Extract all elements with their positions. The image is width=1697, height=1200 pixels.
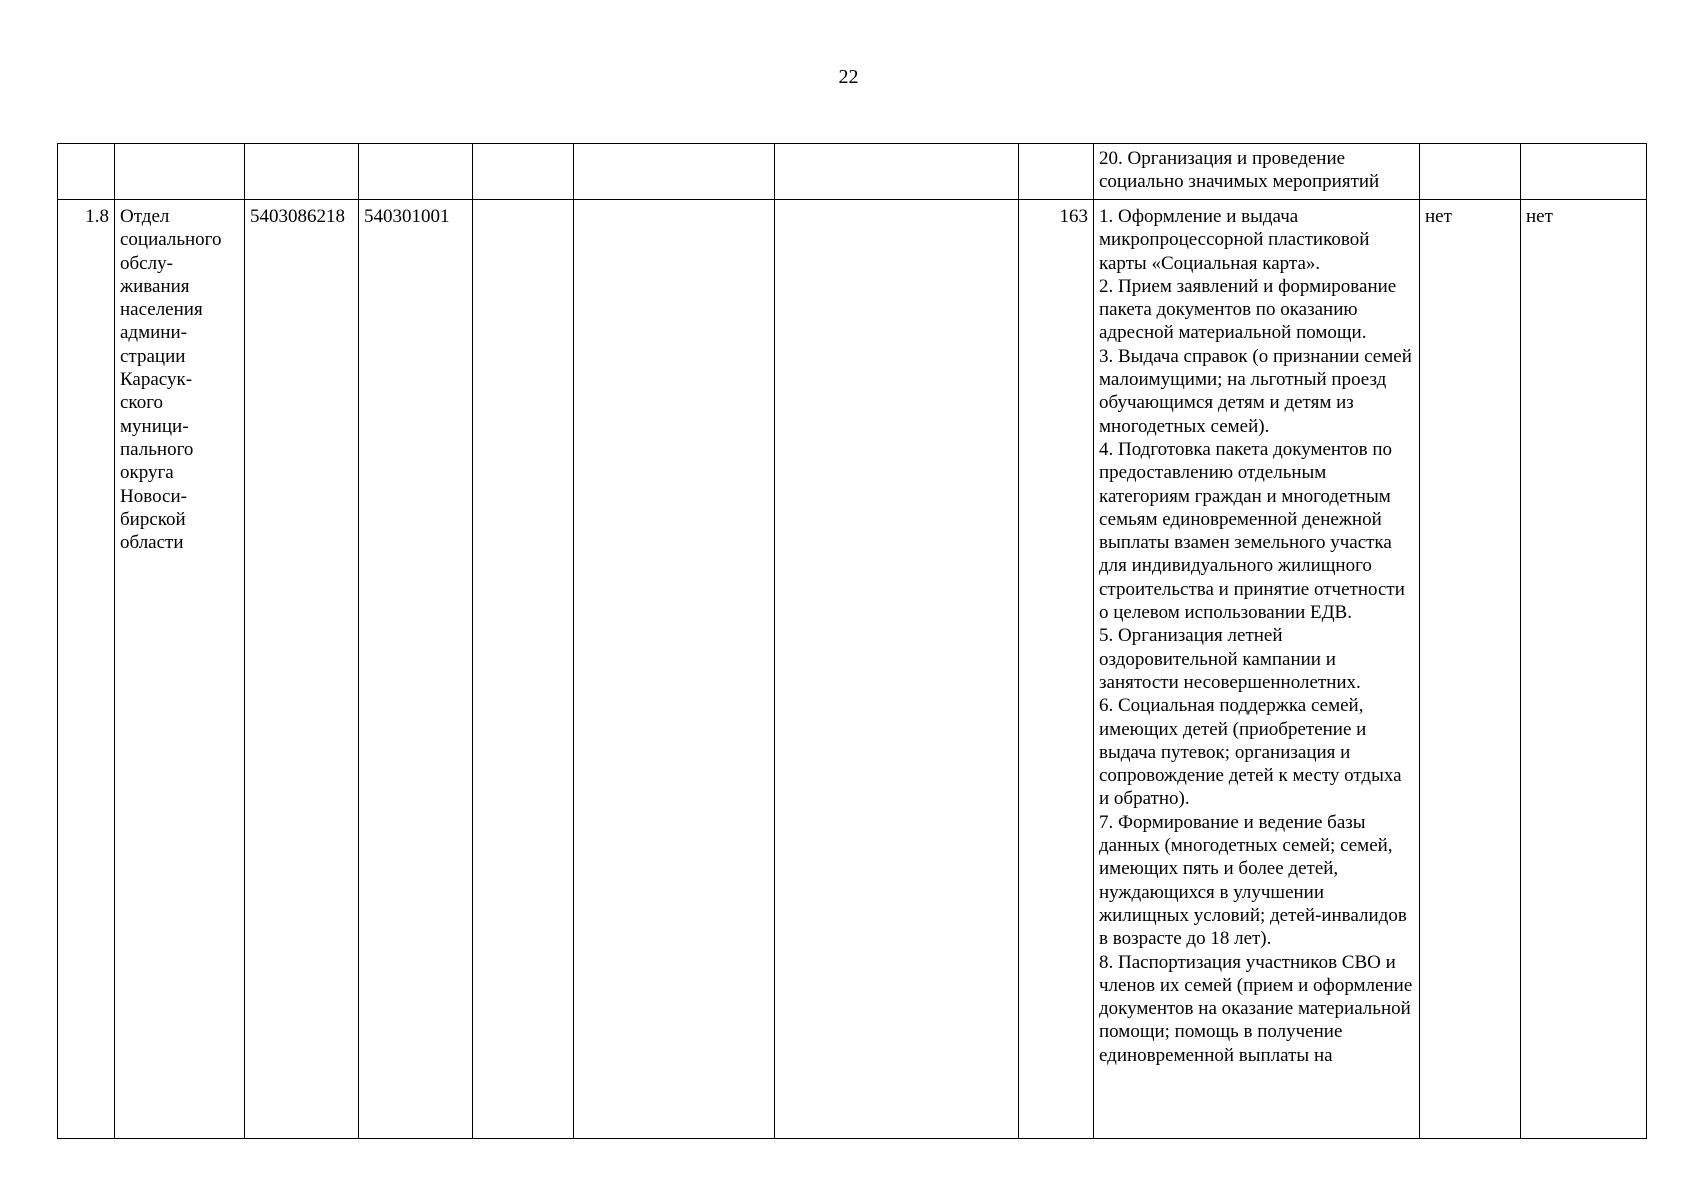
cell-col13 <box>1521 144 1647 200</box>
page-number: 22 <box>838 66 859 88</box>
cell-empty-1 <box>473 144 574 200</box>
table-row <box>58 200 1647 1139</box>
cell-count: 163 <box>1019 200 1094 1139</box>
cell-no <box>58 144 115 200</box>
cell-empty-1 <box>473 200 574 1139</box>
cell-col12 <box>1420 144 1521 200</box>
cell-inn <box>245 144 359 200</box>
cell-empty-2 <box>574 200 775 1139</box>
cell-col12: нет <box>1420 200 1521 1139</box>
cell-services: 20. Организация и проведение социально значимых мероприятий <box>1094 144 1420 200</box>
cell-count <box>1019 144 1094 200</box>
table-row-continuation <box>58 144 1647 200</box>
cell-inn: 5403086218 <box>245 200 359 1139</box>
cell-empty-2 <box>574 144 775 200</box>
cell-empty-3 <box>775 144 1019 200</box>
cell-kpp <box>359 144 473 200</box>
registry-table <box>57 143 1647 1139</box>
cell-services: 1. Оформление и выдача микропроцессорной пластиковой карты «Социальная карта». 2. Прием заявлений и формирование пакета документов по оказанию адресной материальной помощи. 3. Выдача справок (о признании семей малоимущими; на льготный проезд обучающимся детям и детям из многодетных семей). 4. Подготовка пакета документов по предоставлению отдельным категориям граждан и многодетным семьям единовременной денежной выплаты взамен земельного участка для индивидуального жилищного строительства и принятие отчетности о целевом использовании ЕДВ. 5. Организация летней оздоровительной кампании и занятости несовершеннолетних. 6. Социальная поддержка семей, имеющих детей (приобретение и выдача путевок; организация и сопровождение детей к месту отдыха и обратно). 7. Формирование и ведение базы данных (многодетных семей; семей, имеющих пять и более детей, нуждающихся в улучшении жилищных условий; детей-инвалидов в возрасте до 18 лет). 8. Паспортизация участников СВО и членов их семей (прием и оформление документов на оказание материальной помощи; помощь в получение единовременной выплаты на <box>1094 200 1420 1139</box>
cell-name <box>115 144 245 200</box>
cell-kpp: 540301001 <box>359 200 473 1139</box>
cell-col13: нет <box>1521 200 1647 1139</box>
cell-name: Отдел социального обслу- живания населения админи- страции Карасук- ского муници- пального округа Новоси- бирской области <box>115 200 245 1139</box>
cell-no: 1.8 <box>58 200 115 1139</box>
cell-empty-3 <box>775 200 1019 1139</box>
